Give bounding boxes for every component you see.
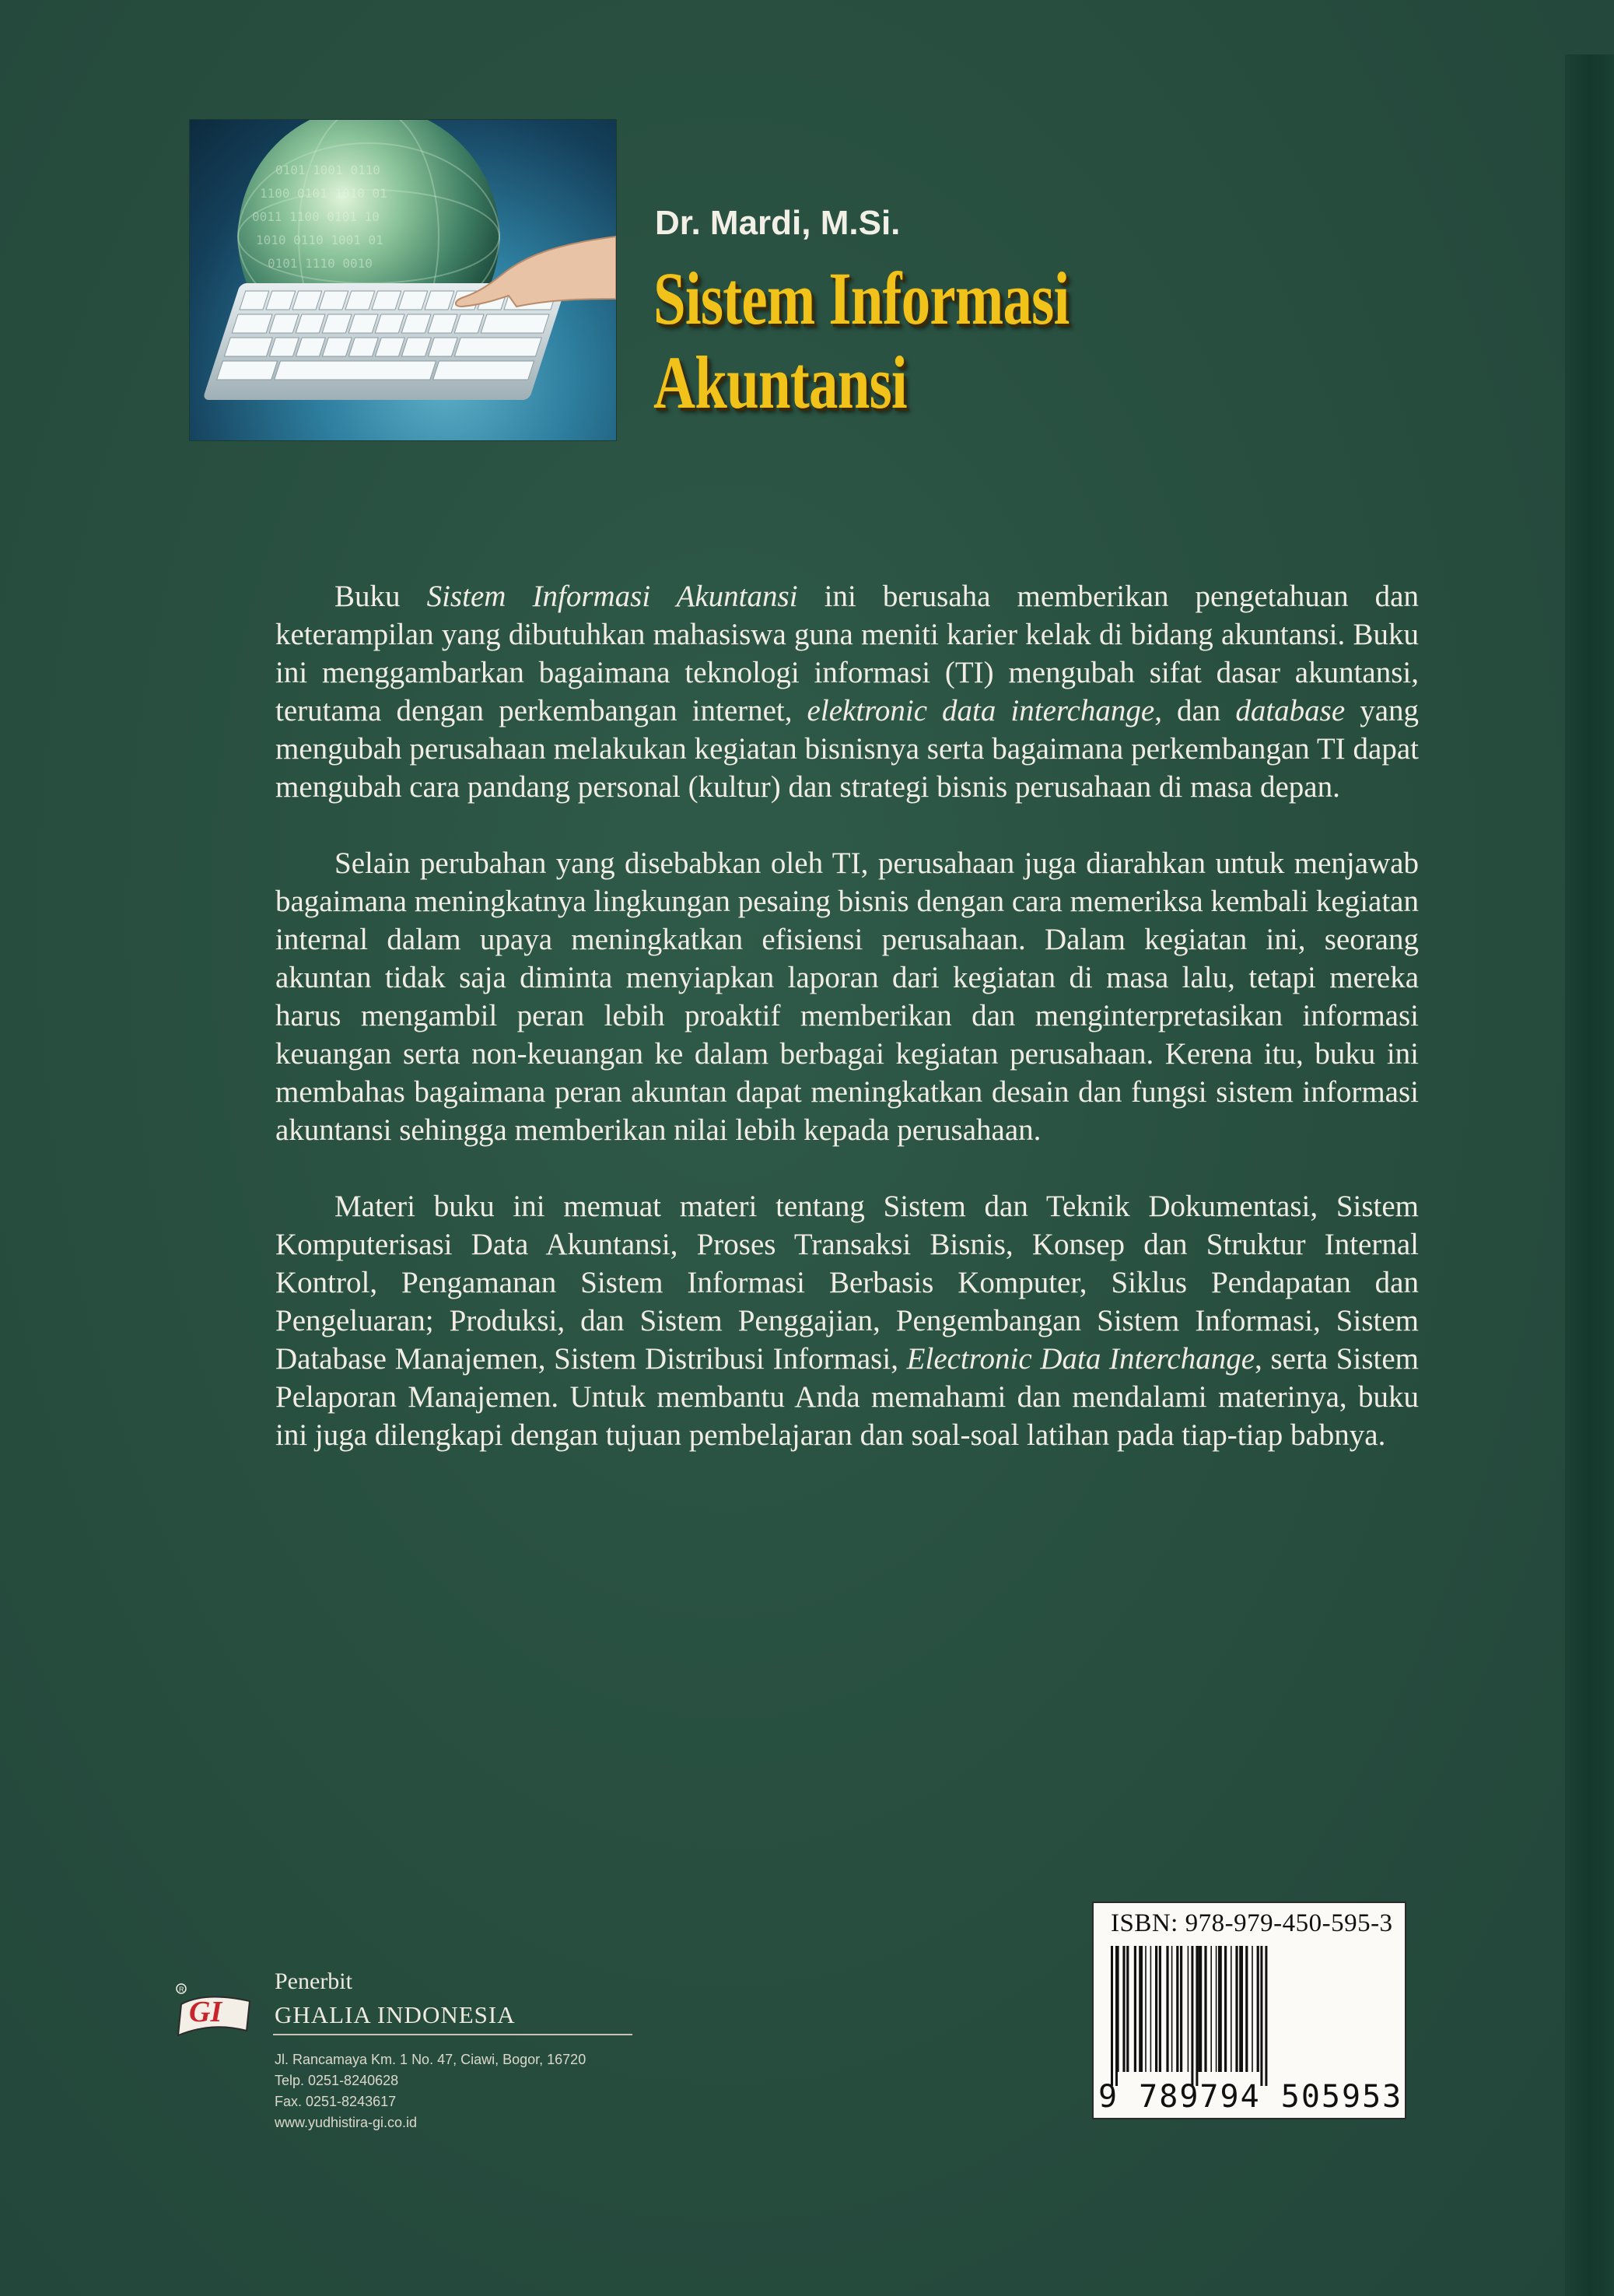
publisher-address: Jl. Rancamaya Km. 1 No. 47, Ciawi, Bogor, 16720 [275,2052,586,2067]
text-run: , serta Sistem Pelaporan Manajemen. Untuk membantu Anda memahami dan mendalami materinya, buku ini juga dilengkapi dengan tujuan pembelajaran dan soal-soal latihan pada tiap-tiap babnya. [275,1342,1419,1452]
svg-text:R: R [179,1986,184,1993]
publisher-label: Penerbit [275,1968,352,1994]
globe-keyboard-illustration [190,120,616,440]
book-title [653,257,1070,425]
barcode-icon [1105,1946,1395,2086]
barcode-digits: 9 789794 505953 [1098,2079,1403,2115]
text-run-italic: Sistem Informasi Akuntansi [426,580,798,613]
text-run: , dan [1154,694,1236,727]
publisher-divider [273,2034,632,2035]
isbn-label: ISBN: 978-979-450-595-3 [1111,1909,1393,1937]
publisher-phone: Telp. 0251-8240628 [275,2073,399,2088]
author-name: Dr. Mardi, M.Si. [655,204,901,242]
svg-text:GI: GI [189,1996,222,2028]
publisher-fax: Fax. 0251-8243617 [275,2094,397,2109]
spine-strip [1565,54,1614,2296]
blurb-paragraph-3 [275,1187,1419,1454]
text-run-italic: elektronic data interchange [807,694,1155,727]
publisher-name: GHALIA INDONESIA [275,2001,516,2028]
publisher-website: www.yudhistira-gi.co.id [275,2115,418,2130]
blurb [275,577,1419,1492]
publisher-contact [275,2049,586,2133]
isbn-barcode-box [1092,1902,1406,2119]
blurb-paragraph-2: Selain perubahan yang disebabkan oleh TI, perusahaan juga diarahkan untuk menjawab bagaimana meningkatnya lingkungan pesaing bisnis dengan cara memeriksa kembali kegiatan internal dalam upaya meningkatkan efisiensi perusahaan. Dalam kegiatan ini, seorang akuntan tidak saja diminta menyiapkan laporan dari kegiatan di masa lalu, tetapi mereka harus mengambil peran lebih proaktif memberikan dan menginterpretasikan informasi keuangan serta non-keuangan ke dalam berbagai kegiatan perusahaan. Kerena itu, buku ini membahas bagaimana peran akuntan dapat meningkatkan desain dan fungsi sistem informasi akuntansi sehingga memberikan nilai lebih kepada perusahaan. [275,847,1419,1147]
text-run: yang mengubah perusahaan melakukan kegiatan bisnisnya serta bagaimana perkembangan TI dapat mengubah cara pandang personal (kultur) dan strategi bisnis perusahaan di masa depan. [275,694,1419,804]
svg-text:1100 0101 1010 01: 1100 0101 1010 01 [260,186,387,201]
text-run-italic: Electronic Data Interchange [906,1342,1255,1376]
svg-text:1010 0110 1001 01: 1010 0110 1001 01 [256,233,383,247]
text-run: Materi buku ini memuat materi tentang Sistem dan Teknik Dokumentasi, Sistem Komputerisasi Data Akuntansi, Proses Transaksi Bisnis, Konsep dan Struktur Internal Kontrol, Pengamanan Sistem Informasi Berbasis Komputer, Siklus Pendapatan dan Pengeluaran; Produksi, dan Sistem Penggajian, Pengembangan Sistem Informasi, Sistem Database Manajemen, Sistem Distribusi Informasi, [275,1190,1419,1376]
title-line-1: Sistem Informasi [653,257,1070,340]
publisher-logo-icon [175,1981,254,2038]
text-run: ini berusaha memberikan pengetahuan dan keterampilan yang dibutuhkan mahasiswa guna meniti karier kelak di bidang akuntansi. Buku ini menggambarkan bagaimana teknologi informasi (TI) mengubah sifat dasar akuntansi, terutama dengan perkembangan internet, [275,580,1419,727]
cover-illustration [189,119,617,441]
text-run: Buku [334,580,427,613]
title-line-2: Akuntansi [653,341,907,424]
blurb-paragraph-1 [275,577,1419,806]
text-run-italic: database [1235,694,1346,727]
svg-text:0101 1110 0010: 0101 1110 0010 [268,256,373,271]
svg-text:0101 1001 0110: 0101 1001 0110 [275,163,380,177]
svg-text:0011 1100 0101 10: 0011 1100 0101 10 [252,209,380,224]
